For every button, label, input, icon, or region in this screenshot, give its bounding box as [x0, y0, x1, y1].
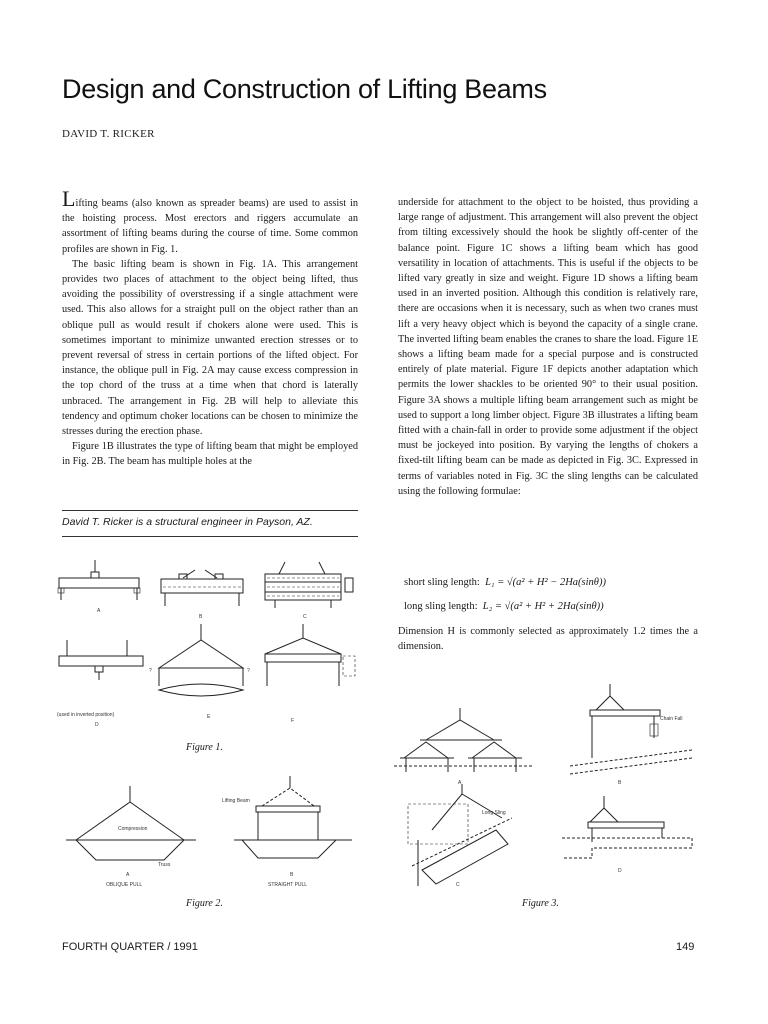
fig3-label-d: D: [618, 868, 622, 874]
bio-rule-top: [62, 510, 358, 511]
formula-short: [404, 577, 606, 588]
fig2-a-subcaption: OBLIQUE PULL: [106, 882, 143, 888]
fig1-a-beam: [58, 560, 140, 614]
figure-2-drawings: [62, 768, 362, 888]
fig2-label-b: B: [290, 872, 294, 878]
right-paragraph-2: Dimension H is commonly selected as approximately 1.2 times the a dimension.: [398, 626, 698, 653]
right-column: [398, 195, 698, 499]
footer-issue: FOURTH QUARTER / 1991: [62, 941, 198, 953]
fig2-b-straight: [222, 776, 352, 888]
fig3-b-chainfall: [570, 684, 692, 786]
figure-1-drawings: [55, 560, 365, 740]
fig1-e-hook-right: ?: [247, 668, 250, 674]
fig2-a-chord-note: Compression: [118, 826, 148, 832]
fig3-label-b: B: [618, 780, 622, 786]
paragraph-3: Figure 1B illustrates the type of lifting beam that might be employed in Fig. 2B. The beam has multiple holes at the: [62, 441, 358, 468]
bio-rule-bottom: [62, 536, 358, 537]
fig1-label-d: D: [95, 722, 99, 728]
fig1-label-b: B: [199, 614, 203, 620]
figure-3-drawings: [392, 680, 712, 890]
page-number: 149: [676, 941, 695, 953]
fig2-a-oblique: [66, 786, 196, 888]
paragraph-1-text: ifting beams (also known as spreader beams) are used to assist in the hoisting process. Most erectors and riggers accumulate an assortment of lifting beams during the course of time. Some common profiles are shown in Fig. 1.: [62, 198, 358, 255]
figure-1-caption: Figure 1.: [186, 742, 223, 753]
fig2-b-beam-note: Lifting Beam: [222, 798, 250, 804]
article-title: Design and Construction of Lifting Beams: [62, 74, 547, 104]
fig3-c-long-sling-note: Long Sling: [482, 810, 506, 816]
left-column: [62, 186, 358, 470]
fig1-e-beam: [149, 624, 250, 720]
fig1-label-a: A: [97, 608, 101, 614]
fig3-a-multiple: [394, 708, 532, 786]
fig3-c-tilt: [408, 784, 512, 888]
fig2-label-a: A: [126, 872, 130, 878]
fig1-c-beam: [265, 562, 353, 620]
fig2-b-subcaption: STRAIGHT PULL: [268, 882, 308, 888]
fig3-label-a: A: [458, 780, 462, 786]
fig3-label-c: C: [456, 882, 460, 888]
paragraph-2: The basic lifting beam is shown in Fig. 1A. This arrangement provides two places of attachment to the object being lifted, thus avoiding the possibility of overstressing if a single attachment were used. This also allows for a straight pull on the object rather than an oblique pull as would result if chokers alone were used. This is sometimes important to minimize unwanted erection stresses or to prevent reversal of stress in certain portions of the lifted object. For instance, the oblique pull in Fig. 2A may cause excess compression in the top chord of the truss at a time when that chord is laterally unbraced. The arrangement in Fig. 2B will help to alleviate this tendency and optimum choker locations can be chosen to minimize the stresses during the erection phase.: [62, 258, 358, 438]
fig1-d-beam: [57, 640, 143, 728]
formula-long: [404, 601, 604, 612]
figure-2-caption: Figure 2.: [186, 898, 223, 909]
author-bio: David T. Ricker is a structural engineer in Payson, AZ.: [62, 516, 313, 528]
fig2-a-truss-note: Truss: [158, 862, 171, 868]
figure-3-caption: Figure 3.: [522, 898, 559, 909]
formula-short-expression: L₁ = √(a² + H² − 2Ha(sinθ)): [485, 577, 606, 588]
formula-long-expression: L₂ = √(a² + H² + 2Ha(sinθ)): [482, 601, 604, 612]
fig1-f-beam: [265, 624, 355, 724]
formula-short-label: short sling length:: [404, 577, 480, 588]
formula-long-label: long sling length:: [404, 601, 478, 612]
paragraph-1: [62, 186, 358, 257]
fig1-b-beam: [161, 570, 243, 620]
right-paragraph-2-wrap: [398, 624, 698, 654]
right-paragraph-1: underside for attachment to the object to be hoisted, thus providing a large range of adjustment. This arrangement will also prevent the object from tilting excessively should the hook be slightly off-center of the balance point. Figure 1C shows a lifting beam which has good versatility in location of attachments. This is useful if the objects to be lifted vary greatly in size and weight. Figure 1D shows a lifting beam used in an inverted position. Although this condition is relatively rare, there are occasions when it is necessary, such as when two cranes must lift a very heavy object which is beyond the capacity of a single crane. The inverted lifting beam enables the cranes to share the load. Figure 1E shows a lifting beam made for a special purpose and is constructed entirely of plate material. Figure 1F depicts another adaptation which permits the lower shackles to be oriented 90° to their usual position. Figure 3A shows a multiple lifting beam arrangement such as might be used to support a long limber object. Figure 3B illustrates a lifting beam fitted with a chain-fall in order to provide some adjustment if the object must be jockeyed into position. By varying the lengths of chokers a fixed-tilt lifting beam can be made as depicted in Fig. 3C. Expressed in terms of variables noted in Fig. 3C the sling lengths can be calculated using the following formulae:: [398, 197, 698, 497]
fig1-d-note: (used in inverted position): [57, 712, 115, 718]
fig1-label-e: E: [207, 714, 211, 720]
fig1-label-c: C: [303, 614, 307, 620]
fig3-b-chain-note: Chain Fall: [660, 716, 683, 722]
fig1-label-f: F: [291, 718, 295, 724]
drop-cap: L: [62, 186, 76, 211]
author-name: DAVID T. RICKER: [62, 128, 155, 140]
fig1-e-hook-left: ?: [149, 668, 152, 674]
fig3-d-fixed: [562, 796, 692, 874]
